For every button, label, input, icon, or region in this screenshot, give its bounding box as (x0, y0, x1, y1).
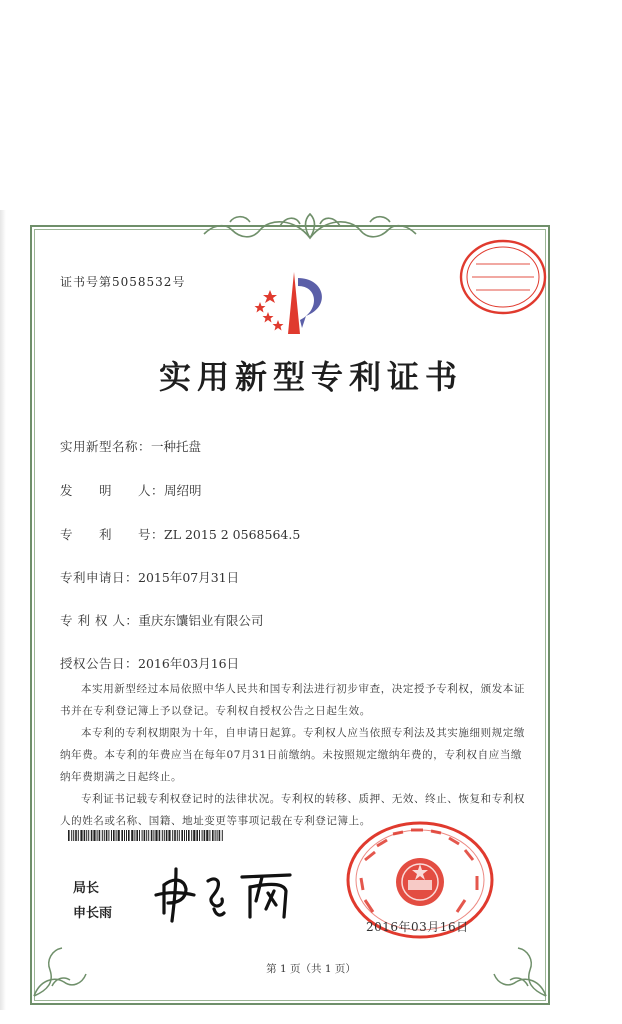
barcode-bar (75, 830, 77, 841)
signatory-name: 申长雨 (73, 906, 113, 921)
field-value: 周绍明 (164, 483, 202, 498)
barcode-icon (68, 830, 223, 841)
barcode-bar (84, 830, 86, 841)
field-inventor (60, 481, 202, 499)
certificate-title: 实用新型专利证书 (158, 358, 463, 396)
barcode-bar (80, 830, 82, 841)
field-value: 2016年03月16日 (138, 656, 240, 671)
barcode-bar (164, 830, 165, 841)
field-label: 实用新型名称： (60, 439, 152, 454)
barcode-bar (222, 830, 223, 841)
barcode-bar (153, 830, 154, 841)
barcode-bar (191, 830, 192, 841)
field-label: 授权公告日： (60, 656, 139, 671)
page-footer: 第 1 页（共 1 页） (266, 963, 356, 975)
agency-seal-icon (458, 238, 548, 316)
barcode-bar (128, 830, 130, 841)
barcode-bar (174, 830, 176, 841)
field-value: 2015年07月31日 (138, 570, 240, 585)
barcode-bar (188, 830, 190, 841)
barcode-bar (181, 830, 183, 841)
barcode-bar (88, 830, 89, 841)
barcode-bar (168, 830, 170, 841)
field-grant-date (60, 654, 239, 672)
barcode-bar (212, 830, 214, 841)
barcode-bar (136, 830, 138, 841)
barcode-bar (162, 830, 163, 841)
barcode-bar (177, 830, 178, 841)
field-label: 专利申请日： (60, 570, 139, 585)
barcode-bar (179, 830, 180, 841)
field-value: ZL 2015 2 0568564.5 (164, 527, 301, 542)
barcode-bar (118, 830, 120, 841)
signatory-title: 局长 (73, 881, 100, 896)
barcode-bar (155, 830, 157, 841)
certificate-body (60, 678, 526, 832)
barcode-bar (78, 830, 79, 841)
barcode-bar (166, 830, 168, 841)
barcode-bar (172, 830, 173, 841)
barcode-bar (148, 830, 149, 841)
barcode-bar (108, 830, 109, 841)
barcode-bar (99, 830, 101, 841)
barcode-bar (73, 830, 74, 841)
barcode-bar (142, 830, 143, 841)
barcode-bar (206, 830, 208, 841)
field-label: 专 利 权 人： (60, 613, 139, 628)
top-ornament-icon (200, 208, 420, 248)
barcode-bar (193, 830, 195, 841)
field-application-date (60, 568, 239, 586)
barcode-bar (151, 830, 153, 841)
field-value: 一种托盘 (151, 439, 202, 454)
barcode-bar (186, 830, 187, 841)
body-paragraph: 专利证书记载专利权登记时的法律状况。专利权的转移、质押、无效、终止、恢复和专利权人的姓名或名称、国籍、地址变更等事项记载在专利登记簿上。 (60, 793, 525, 827)
barcode-bar (217, 830, 218, 841)
barcode-bar (104, 830, 105, 841)
barcode-bar (219, 830, 221, 841)
field-utility-model-name (60, 437, 201, 455)
page-shadow (0, 210, 6, 1010)
barcode-bar (159, 830, 161, 841)
barcode-bar (144, 830, 146, 841)
barcode-bar (199, 830, 200, 841)
barcode-bar (215, 830, 216, 841)
barcode-bar (93, 830, 95, 841)
barcode-bar (91, 830, 93, 841)
barcode-bar (184, 830, 185, 841)
barcode-bar (124, 830, 125, 841)
barcode-bar (68, 830, 70, 841)
barcode-bar (106, 830, 108, 841)
field-patent-number (60, 525, 300, 543)
barcode-bar (146, 830, 147, 841)
signature-icon (150, 855, 300, 925)
field-label: 发 明 人： (60, 483, 165, 498)
field-value: 重庆东馕铝业有限公司 (138, 613, 264, 628)
barcode-bar (86, 830, 87, 841)
barcode-bar (204, 830, 206, 841)
barcode-bar (97, 830, 98, 841)
certificate-number: 证书号第5058532号 (60, 275, 186, 289)
barcode-bar (71, 830, 72, 841)
barcode-bar (102, 830, 103, 841)
barcode-bar (126, 830, 127, 841)
body-paragraph: 本实用新型经过本局依照中华人民共和国专利法进行初步审查，决定授予专利权，颁发本证书并在专利登记簿上予以登记。专利权自授权公告之日起生效。 (60, 683, 525, 717)
sipo-logo-icon (240, 268, 340, 338)
barcode-bar (113, 830, 115, 841)
barcode-bar (202, 830, 203, 841)
barcode-bar (209, 830, 210, 841)
body-paragraph: 本专利的专利权期限为十年，自申请日起算。专利权人应当依照专利法及其实施细则规定缴纳年费。本专利的年费应当在每年07月31日前缴纳。未按照规定缴纳年费的，专利权自应当缴纳年费期满之日起终止。 (60, 727, 525, 783)
barcode-bar (139, 830, 140, 841)
issue-date: 2016年03月16日 (366, 920, 469, 934)
barcode-bar (196, 830, 198, 841)
field-label: 专 利 号： (60, 527, 165, 542)
barcode-bar (134, 830, 135, 841)
barcode-bar (121, 830, 123, 841)
barcode-bar (116, 830, 117, 841)
field-patentee (60, 611, 263, 629)
barcode-bar (111, 830, 112, 841)
barcode-bar (131, 830, 133, 841)
